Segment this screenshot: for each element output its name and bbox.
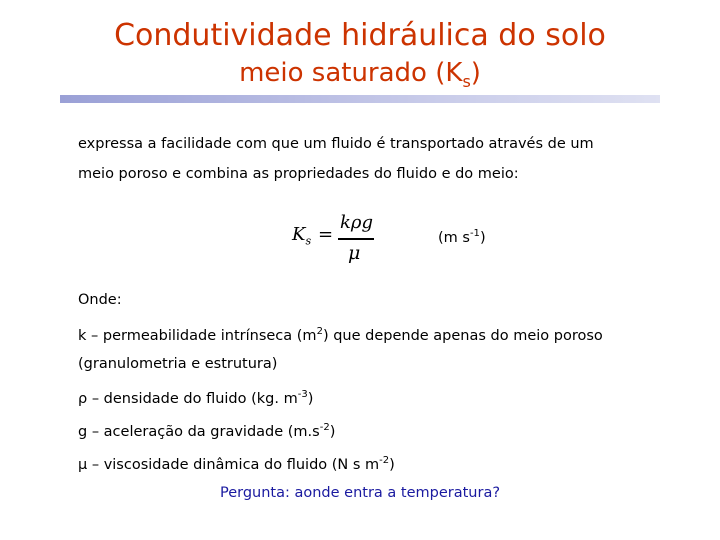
units-text: (m s — [438, 229, 470, 246]
definitions-heading: Onde: — [78, 292, 122, 308]
subtitle-subscript: s — [462, 72, 471, 92]
slide-subtitle — [0, 58, 720, 91]
formula-numerator: kρg — [340, 212, 374, 233]
mu-text-end: ) — [389, 456, 395, 473]
subtitle-text: meio saturado (K — [239, 58, 463, 88]
g-exponent: -2 — [319, 422, 330, 433]
rho-text-end: ) — [307, 390, 314, 407]
k-text: k – permeabilidade intrínseca (m — [78, 327, 317, 344]
g-text: g – aceleração da gravidade (m.s — [78, 423, 320, 440]
formula-units — [438, 228, 486, 246]
k-text-end: ) que depende apenas do meio poroso — [322, 327, 603, 344]
intro-line-1: expressa a facilidade com que um fluido é transportado através de um — [78, 136, 594, 152]
mu-text: μ – viscosidade dinâmica do fluido (N s m — [78, 456, 380, 473]
formula-fraction-bar — [338, 238, 374, 240]
mu-exponent: -2 — [379, 455, 390, 466]
definition-k-line-2: (granulometria e estrutura) — [78, 356, 278, 372]
units-close: ) — [479, 229, 486, 246]
formula-equals: = — [318, 224, 334, 245]
definition-rho — [78, 389, 313, 407]
rho-exponent: -3 — [297, 389, 308, 400]
formula-lhs-symbol: K — [292, 224, 306, 245]
definition-k-line-1 — [78, 326, 603, 344]
g-text-end: ) — [329, 423, 336, 440]
intro-line-2: meio poroso e combina as propriedades do fluido e do meio: — [78, 166, 519, 182]
formula-lhs — [292, 224, 311, 248]
definition-mu — [78, 455, 395, 473]
question-text: Pergunta: aonde entra a temperatura? — [219, 485, 501, 501]
subtitle-close: ) — [470, 58, 481, 88]
rho-text: ρ – densidade do fluido (kg. m — [78, 390, 298, 407]
slide-title: Condutividade hidráulica do solo — [114, 18, 606, 53]
k-exponent: 2 — [316, 326, 323, 337]
formula-denominator: μ — [348, 242, 361, 264]
definition-g — [78, 422, 335, 440]
units-exponent: -1 — [469, 228, 480, 239]
title-divider — [60, 95, 660, 103]
formula-lhs-subscript: s — [305, 234, 312, 248]
